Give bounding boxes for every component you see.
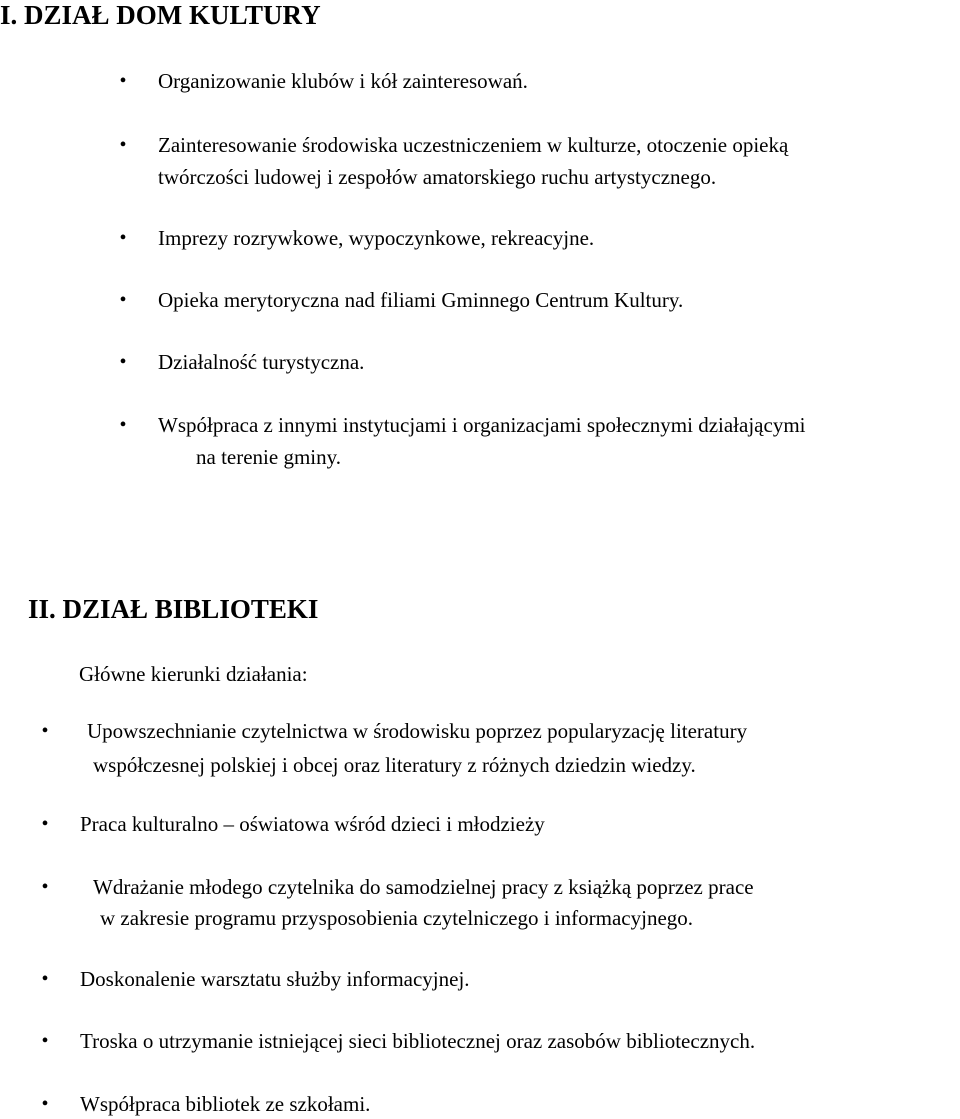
bullet: • [119, 134, 127, 156]
list-item: Upowszechnianie czytelnictwa w środowisku poprzez popularyzację literatury [87, 719, 748, 743]
list-item: Współpraca z innymi instytucjami i organizacjami społecznymi działającymi [158, 413, 806, 437]
bullet: • [41, 813, 49, 835]
list-item: Organizowanie klubów i kół zainteresowań. [158, 69, 528, 93]
bullet: • [119, 351, 127, 373]
bullet: • [41, 876, 49, 898]
list-item: Imprezy rozrywkowe, wypoczynkowe, rekreacyjne. [158, 226, 595, 250]
bullet: • [119, 227, 127, 249]
list-item: Działalność turystyczna. [158, 350, 365, 374]
list-item: Troska o utrzymanie istniejącej sieci bibliotecznej oraz zasobów bibliotecznych. [80, 1029, 756, 1053]
list-item-continuation: twórczości ludowej i zespołów amatorskiego ruchu artystycznego. [158, 165, 717, 189]
section-2-subheading: Główne kierunki działania: [79, 662, 308, 686]
bullet: • [119, 70, 127, 92]
list-item: Opieka merytoryczna nad filiami Gminnego Centrum Kultury. [158, 288, 684, 312]
list-item: Współpraca bibliotek ze szkołami. [80, 1092, 371, 1116]
list-item: Praca kulturalno – oświatowa wśród dzieci i młodzieży [80, 812, 545, 836]
bullet: • [41, 1030, 49, 1052]
bullet: • [41, 720, 49, 742]
section-2-heading: II. DZIAŁ BIBLIOTEKI [28, 594, 319, 624]
list-item-continuation: w zakresie programu przysposobienia czytelniczego i informacyjnego. [100, 906, 694, 930]
list-item-continuation: współczesnej polskiej i obcej oraz literatury z różnych dziedzin wiedzy. [93, 753, 696, 777]
list-item: Doskonalenie warsztatu służby informacyjnej. [80, 967, 470, 991]
list-item: Wdrażanie młodego czytelnika do samodzielnej pracy z książką poprzez prace [93, 875, 754, 899]
list-item: Zainteresowanie środowiska uczestniczeniem w kulturze, otoczenie opieką [158, 133, 789, 157]
list-item-continuation: na terenie gminy. [196, 445, 342, 469]
bullet: • [41, 1093, 49, 1115]
bullet: • [41, 968, 49, 990]
bullet: • [119, 289, 127, 311]
section-1-heading: I. DZIAŁ DOM KULTURY [0, 0, 321, 30]
bullet: • [119, 414, 127, 436]
